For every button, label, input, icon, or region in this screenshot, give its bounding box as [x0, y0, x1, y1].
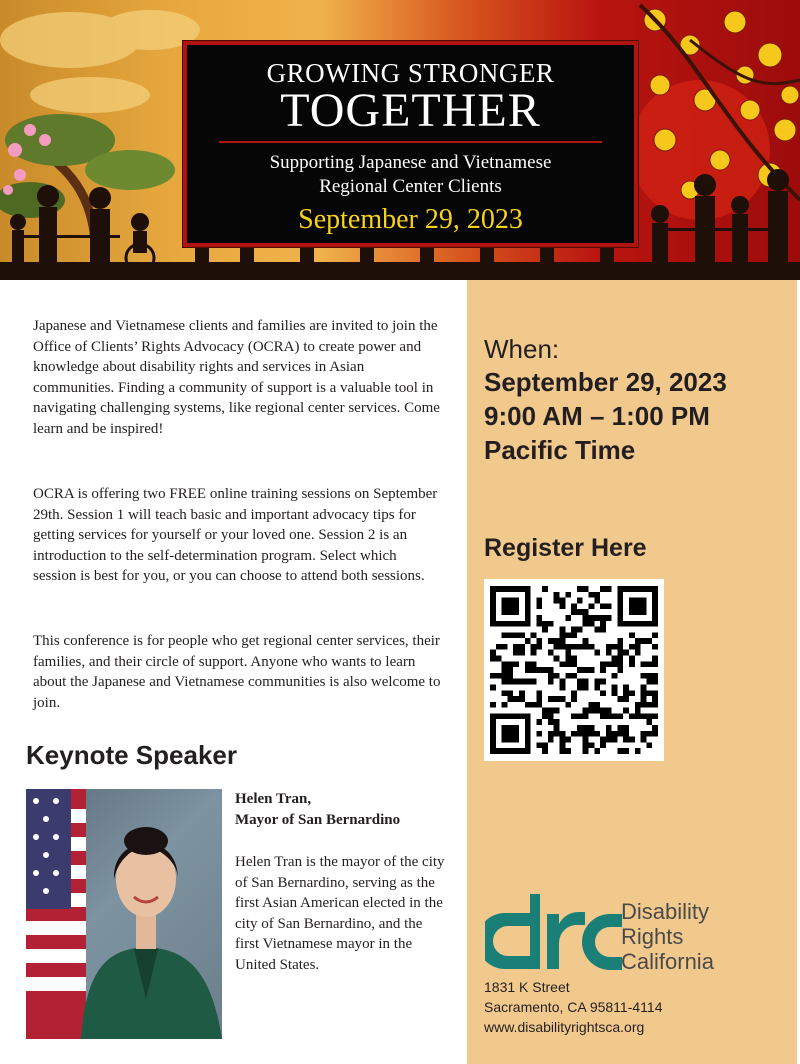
when-details	[484, 365, 727, 467]
header-banner	[0, 0, 800, 280]
speaker-photo	[26, 789, 222, 1039]
organization-address	[484, 977, 663, 1037]
title-divider	[219, 141, 602, 143]
when-label: When:	[484, 334, 560, 364]
sessions-paragraph: OCRA is offering two FREE online training sessions on September 29th. Session 1 will teach basic and important advocacy tips for getting services for yourself or your loved one. Session 2 is an introduction to the self-determination program. Select which session is best for you, or you can choose to attend both sessions.	[33, 486, 438, 584]
drc-logo-text	[621, 899, 714, 974]
title-box	[183, 41, 638, 247]
intro-paragraph: Japanese and Vietnamese clients and families are invited to join the Office of Clients’ Rights Advocacy (OCRA) to create power and knowledge about disability rights and services in Asian communities. Finding a community of support is a valuable tool in navigating challenging systems, like regional center services. Come learn and be inspired!	[33, 318, 440, 437]
speaker-name-line2: Mayor of San Bernardino	[235, 812, 401, 828]
address-city: Sacramento, CA 95811-4114	[484, 999, 663, 1015]
audience-paragraph: This conference is for people who get regional center services, their families, and their circle of support. Anyone who wants to learn about the Japanese and Vietnamese communities is also welcome to join.	[33, 633, 441, 711]
event-subtitle-line1: Supporting Japanese and Vietnamese	[269, 152, 552, 173]
event-title-line1: GROWING STRONGER	[266, 58, 555, 88]
speaker-name	[235, 789, 400, 831]
logo-line-disability: Disability	[621, 899, 710, 924]
event-title-line2: TOGETHER	[280, 84, 541, 137]
when-date: September 29, 2023	[484, 367, 727, 397]
when-timezone: Pacific Time	[484, 435, 636, 465]
keynote-heading: Keynote Speaker	[26, 740, 237, 770]
website-link[interactable]: www.disabilityrightsca.org	[484, 1019, 645, 1035]
event-details-sidebar	[467, 280, 797, 1064]
when-time: 9:00 AM – 1:00 PM	[484, 401, 710, 431]
event-date: September 29, 2023	[298, 204, 523, 235]
address-street: 1831 K Street	[484, 979, 570, 995]
us-flag-graphic	[26, 789, 86, 1039]
registration-qr-code[interactable]	[484, 579, 664, 761]
logo-line-california: California	[621, 949, 714, 974]
logo-line-rights: Rights	[621, 924, 684, 949]
register-heading: Register Here	[484, 534, 647, 562]
speaker-bio: Helen Tran is the mayor of the city of San Bernardino, serving as the first Asian American elected in the city of San Bernardino, and the first Vietnamese mayor in the United States.	[235, 854, 445, 973]
event-subtitle-line2: Regional Center Clients	[319, 176, 502, 197]
cloud-swirl-graphic	[0, 10, 200, 113]
speaker-figure	[81, 827, 222, 1039]
speaker-name-line1: Helen Tran,	[235, 791, 312, 807]
qr-code-graphic[interactable]	[490, 585, 658, 755]
